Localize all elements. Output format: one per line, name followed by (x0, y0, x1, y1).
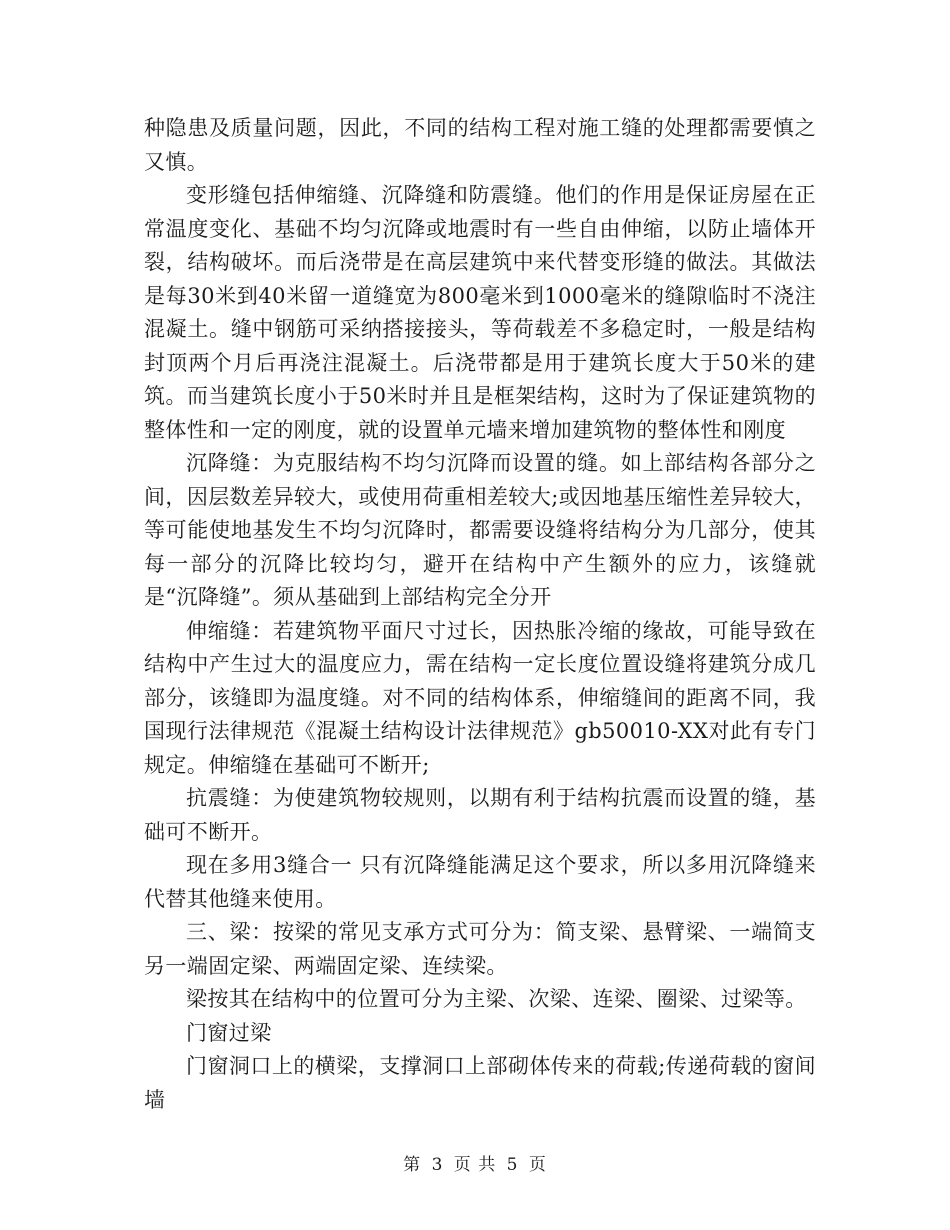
document-body (144, 112, 816, 1117)
paragraph-seismic-joint: 抗震缝：为使建筑物较规则，以期有利于结构抗震而设置的缝，基础可不断开。 (144, 786, 816, 844)
paragraph-deformation-joints: 变形缝包括伸缩缝、沉降缝和防震缝。他们的作用是保证房屋在正常温度变化、基础不均匀沉降或地震时有一些自由伸缩，以防止墙体开裂，结构破坏。而后浇带是在高层建筑中来代替变形缝的做法。其做法是每30米到40米留一道缝宽为800毫米到1000毫米的缝隙临时不浇注混凝土。缝中钢筋可采纳搭接接头，等荷载差不多稳定时，一般是结构封顶两个月后再浇注混凝土。后浇带都是用于建筑长度大于50米的建筑。而当建筑长度小于50米时并且是框架结构，这时为了保证建筑物的整体性和一定的刚度，就的设置单元墙来增加建筑物的整体性和刚度 (144, 183, 816, 442)
paragraph-lintel-description: 门窗洞口上的横梁，支撑洞口上部砌体传来的荷载;传递荷载的窗间墙 (144, 1054, 816, 1112)
paragraph-beam-position-types: 梁按其在结构中的位置可分为主梁、次梁、连梁、圈梁、过梁等。 (186, 987, 807, 1011)
footer-prefix: 第 (403, 1155, 422, 1175)
footer-middle: 页 共 (453, 1155, 497, 1175)
paragraph-construction-joint-end: 种隐患及质量问题，因此，不同的结构工程对施工缝的处理都需要慎之又慎。 (144, 116, 816, 174)
footer-current-page: 3 (431, 1155, 444, 1175)
paragraph-three-in-one: 现在多用3缝合一 只有沉降缝能满足这个要求，所以多用沉降缝来代替其他缝来使用。 (144, 853, 816, 911)
paragraph-settlement-joint: 沉降缝：为克服结构不均匀沉降而设置的缝。如上部结构各部分之间，因层数差异较大，或使用荷重相差较大;或因地基压缩性差异较大，等可能使地基发生不均匀沉降时，都需要设缝将结构分为几部分，使其每一部分的沉降比较均匀，避开在结构中产生额外的应力，该缝就是“沉降缝”。须从基础到上部结构完全分开 (144, 451, 816, 609)
footer-total-pages: 5 (506, 1155, 519, 1175)
footer-suffix: 页 (528, 1155, 547, 1175)
page-footer (0, 1150, 950, 1175)
paragraph-expansion-joint: 伸缩缝：若建筑物平面尺寸过长，因热胀冷缩的缘故，可能导致在结构中产生过大的温度应力，需在结构一定长度位置设缝将建筑分成几部分，该缝即为温度缝。对不同的结构体系，伸缩缝间的距离不同，我国现行法律规范《混凝土结构设计法律规范》gb50010-XX对此有专门规定。伸缩缝在基础可不断开; (144, 618, 816, 777)
paragraph-beam-support-types: 三、梁：按梁的常见支承方式可分为：简支梁、悬臂梁、一端简支另一端固定梁、两端固定梁、连续梁。 (144, 920, 816, 978)
paragraph-lintel-heading: 门窗过梁 (186, 1020, 272, 1045)
